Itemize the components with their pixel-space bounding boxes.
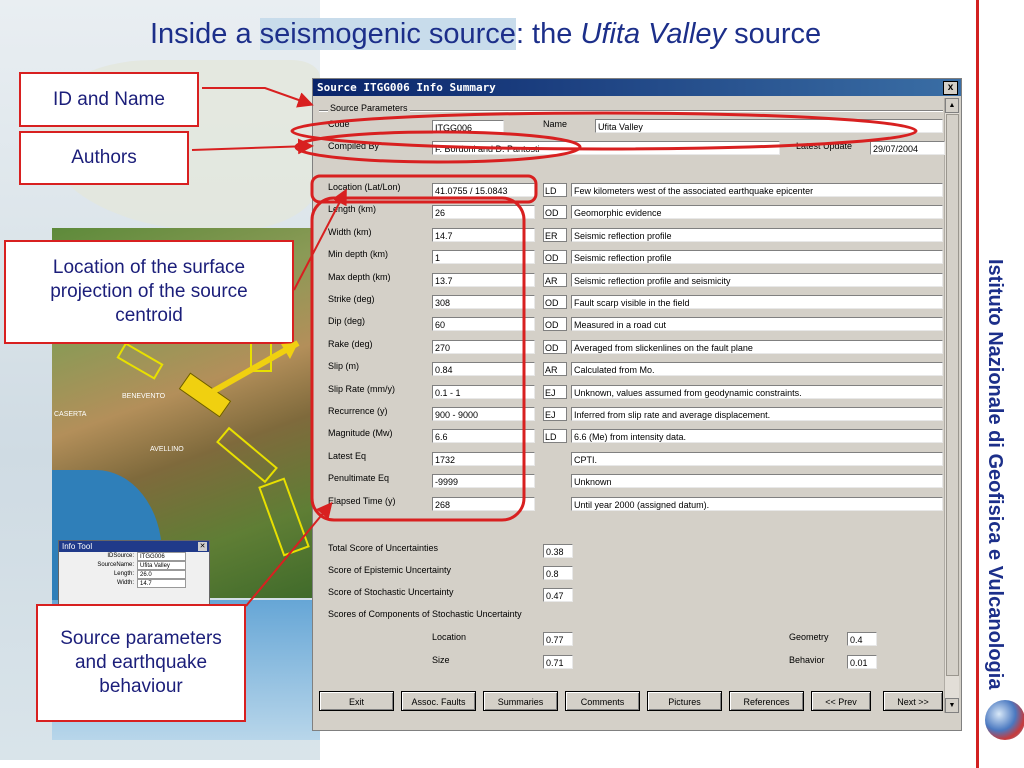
close-button[interactable]: x: [943, 81, 958, 95]
param-note-field[interactable]: Geomorphic evidence: [571, 205, 943, 219]
param-value-field[interactable]: 26: [432, 205, 535, 219]
param-label: Width (km): [328, 227, 372, 237]
param-label: Slip (m): [328, 361, 359, 371]
param-label: Min depth (km): [328, 249, 389, 259]
prev-button[interactable]: << Prev: [811, 691, 871, 711]
info-tool-window: [58, 540, 210, 612]
latest-update-label: Latest Update: [796, 141, 853, 151]
source-info-dialog: [312, 78, 962, 731]
exit-button[interactable]: Exit: [319, 691, 394, 711]
behavior-score-field[interactable]: 0.01: [847, 655, 877, 669]
param-note-field[interactable]: Unknown: [571, 474, 943, 488]
param-note-field[interactable]: Few kilometers west of the associated earthquake epicenter: [571, 183, 943, 197]
info-key: Length:: [113, 571, 134, 577]
size-score-field[interactable]: 0.71: [543, 655, 573, 669]
param-value-field[interactable]: 268: [432, 497, 535, 511]
callout-location: Location of the surface projection of the source centroid: [4, 240, 294, 344]
param-quality-code: EJ: [543, 385, 567, 399]
param-quality-code: OD: [543, 250, 567, 264]
pictures-button[interactable]: Pictures: [647, 691, 722, 711]
stochastic-score-label: Score of Stochastic Uncertainty: [328, 587, 454, 597]
group-label: Source Parameters: [330, 103, 408, 113]
title-emphasis: Ufita Valley: [580, 18, 727, 50]
ingv-logo: [985, 700, 1024, 740]
param-label: Location (Lat/Lon): [328, 182, 401, 192]
info-key: SourceName:: [97, 562, 134, 568]
code-label: Code: [328, 119, 350, 129]
title-part: : the: [515, 18, 581, 50]
callout-id-name: ID and Name: [19, 72, 199, 127]
param-value-field[interactable]: 60: [432, 317, 535, 331]
info-value: 14.7: [137, 579, 186, 588]
title-highlight: seismogenic source: [259, 18, 516, 50]
callout-authors: Authors: [19, 131, 189, 185]
param-quality-code: AR: [543, 273, 567, 287]
param-note-field[interactable]: Measured in a road cut: [571, 317, 943, 331]
info-tool-title: Info Tool: [59, 541, 209, 552]
param-label: Dip (deg): [328, 316, 366, 326]
param-note-field[interactable]: Fault scarp visible in the field: [571, 295, 943, 309]
param-label: Recurrence (y): [328, 406, 388, 416]
location-score-field[interactable]: 0.77: [543, 632, 573, 646]
callout-params: Source parameters and earthquake behaviour: [36, 604, 246, 722]
param-note-field[interactable]: Unknown, values assumed from geodynamic constraints.: [571, 385, 943, 399]
param-value-field[interactable]: 270: [432, 340, 535, 354]
param-quality-code: OD: [543, 295, 567, 309]
param-label: Length (km): [328, 204, 377, 214]
param-value-field[interactable]: 41.0755 / 15.0843: [432, 183, 535, 197]
scroll-thumb[interactable]: [946, 114, 959, 676]
map-label-avellino: AVELLINO: [150, 446, 184, 453]
vertical-scrollbar[interactable]: [944, 98, 959, 713]
param-label: Latest Eq: [328, 451, 367, 461]
info-value: Ufita Valley: [137, 561, 186, 570]
param-label: Rake (deg): [328, 339, 373, 349]
info-key: Width:: [116, 580, 134, 586]
param-note-field[interactable]: Seismic reflection profile and seismicity: [571, 273, 943, 287]
map-label-benevento: BENEVENTO: [122, 393, 166, 400]
param-label: Strike (deg): [328, 294, 375, 304]
total-score-field[interactable]: 0.38: [543, 544, 573, 558]
slide-title: [150, 18, 950, 51]
next-button[interactable]: Next >>: [883, 691, 943, 711]
param-quality-code: AR: [543, 362, 567, 376]
map-label-caserta: CASERTA: [54, 411, 87, 418]
title-part: Inside a: [150, 18, 260, 50]
compiled-by-field[interactable]: F. Bordoni and D. Pantosti: [432, 141, 780, 155]
info-tool-row: [59, 561, 209, 570]
info-tool-row: [59, 570, 209, 579]
param-value-field[interactable]: 308: [432, 295, 535, 309]
param-label: Slip Rate (mm/y): [328, 384, 396, 394]
geometry-score-label: Geometry: [789, 632, 829, 642]
dialog-titlebar[interactable]: [313, 79, 961, 96]
assoc-faults-button[interactable]: Assoc. Faults: [401, 691, 476, 711]
param-note-field[interactable]: CPTI.: [571, 452, 943, 466]
param-value-field[interactable]: 900 - 9000: [432, 407, 535, 421]
size-score-label: Size: [432, 655, 450, 665]
organization-name: Istituto Nazionale di Geofisica e Vulcanologia: [984, 259, 1006, 690]
param-note-field[interactable]: Seismic reflection profile: [571, 250, 943, 264]
info-value: ITGG006: [137, 552, 186, 561]
param-value-field[interactable]: -9999: [432, 474, 535, 488]
components-label: Scores of Components of Stochastic Uncertainty: [328, 609, 522, 619]
param-quality-code: OD: [543, 205, 567, 219]
group-divider: [319, 110, 943, 112]
total-score-label: Total Score of Uncertainties: [328, 543, 439, 553]
epistemic-score-label: Score of Epistemic Uncertainty: [328, 565, 452, 575]
compiled-by-label: Compiled By: [328, 141, 380, 151]
param-quality-code: EJ: [543, 407, 567, 421]
param-label: Elapsed Time (y): [328, 496, 396, 506]
scroll-down-icon[interactable]: ▼: [945, 698, 959, 713]
param-value-field[interactable]: 1: [432, 250, 535, 264]
title-part: source: [726, 18, 822, 50]
param-value-field[interactable]: 1732: [432, 452, 535, 466]
param-value-field[interactable]: 14.7: [432, 228, 535, 242]
code-field[interactable]: ITGG006: [432, 120, 504, 134]
param-note-field[interactable]: Calculated from Mo.: [571, 362, 943, 376]
param-label: Max depth (km): [328, 272, 391, 282]
name-field[interactable]: Ufita Valley: [595, 119, 943, 133]
param-note-field[interactable]: Until year 2000 (assigned datum).: [571, 497, 943, 511]
param-value-field[interactable]: 0.84: [432, 362, 535, 376]
param-quality-code: OD: [543, 317, 567, 331]
param-note-field[interactable]: Seismic reflection profile: [571, 228, 943, 242]
info-tool-close-icon[interactable]: ✕: [199, 543, 206, 550]
dialog-title: Source ITGG006 Info Summary: [317, 81, 496, 94]
param-label: Magnitude (Mw): [328, 428, 393, 438]
param-note-field[interactable]: Averaged from slickenlines on the fault plane: [571, 340, 943, 354]
epistemic-score-field[interactable]: 0.8: [543, 566, 573, 580]
info-tool-row: [59, 579, 209, 588]
param-quality-code: LD: [543, 183, 567, 197]
info-value: 26.0: [137, 570, 186, 579]
param-quality-code: OD: [543, 340, 567, 354]
scroll-up-icon[interactable]: ▲: [945, 98, 959, 113]
geometry-score-field[interactable]: 0.4: [847, 632, 877, 646]
info-key: IDSource:: [107, 553, 134, 559]
param-value-field[interactable]: 0.1 - 1: [432, 385, 535, 399]
param-note-field[interactable]: 6.6 (Me) from intensity data.: [571, 429, 943, 443]
latest-update-field[interactable]: 29/07/2004: [870, 141, 945, 155]
slide-divider: [976, 0, 979, 768]
param-note-field[interactable]: Inferred from slip rate and average displacement.: [571, 407, 943, 421]
info-tool-row: [59, 552, 209, 561]
name-label: Name: [543, 119, 568, 129]
param-value-field[interactable]: 13.7: [432, 273, 535, 287]
comments-button[interactable]: Comments: [565, 691, 640, 711]
param-quality-code: LD: [543, 429, 567, 443]
stochastic-score-field[interactable]: 0.47: [543, 588, 573, 602]
behavior-score-label: Behavior: [789, 655, 825, 665]
references-button[interactable]: References: [729, 691, 804, 711]
location-score-label: Location: [432, 632, 467, 642]
param-label: Penultimate Eq: [328, 473, 390, 483]
summaries-button[interactable]: Summaries: [483, 691, 558, 711]
param-quality-code: ER: [543, 228, 567, 242]
param-value-field[interactable]: 6.6: [432, 429, 535, 443]
